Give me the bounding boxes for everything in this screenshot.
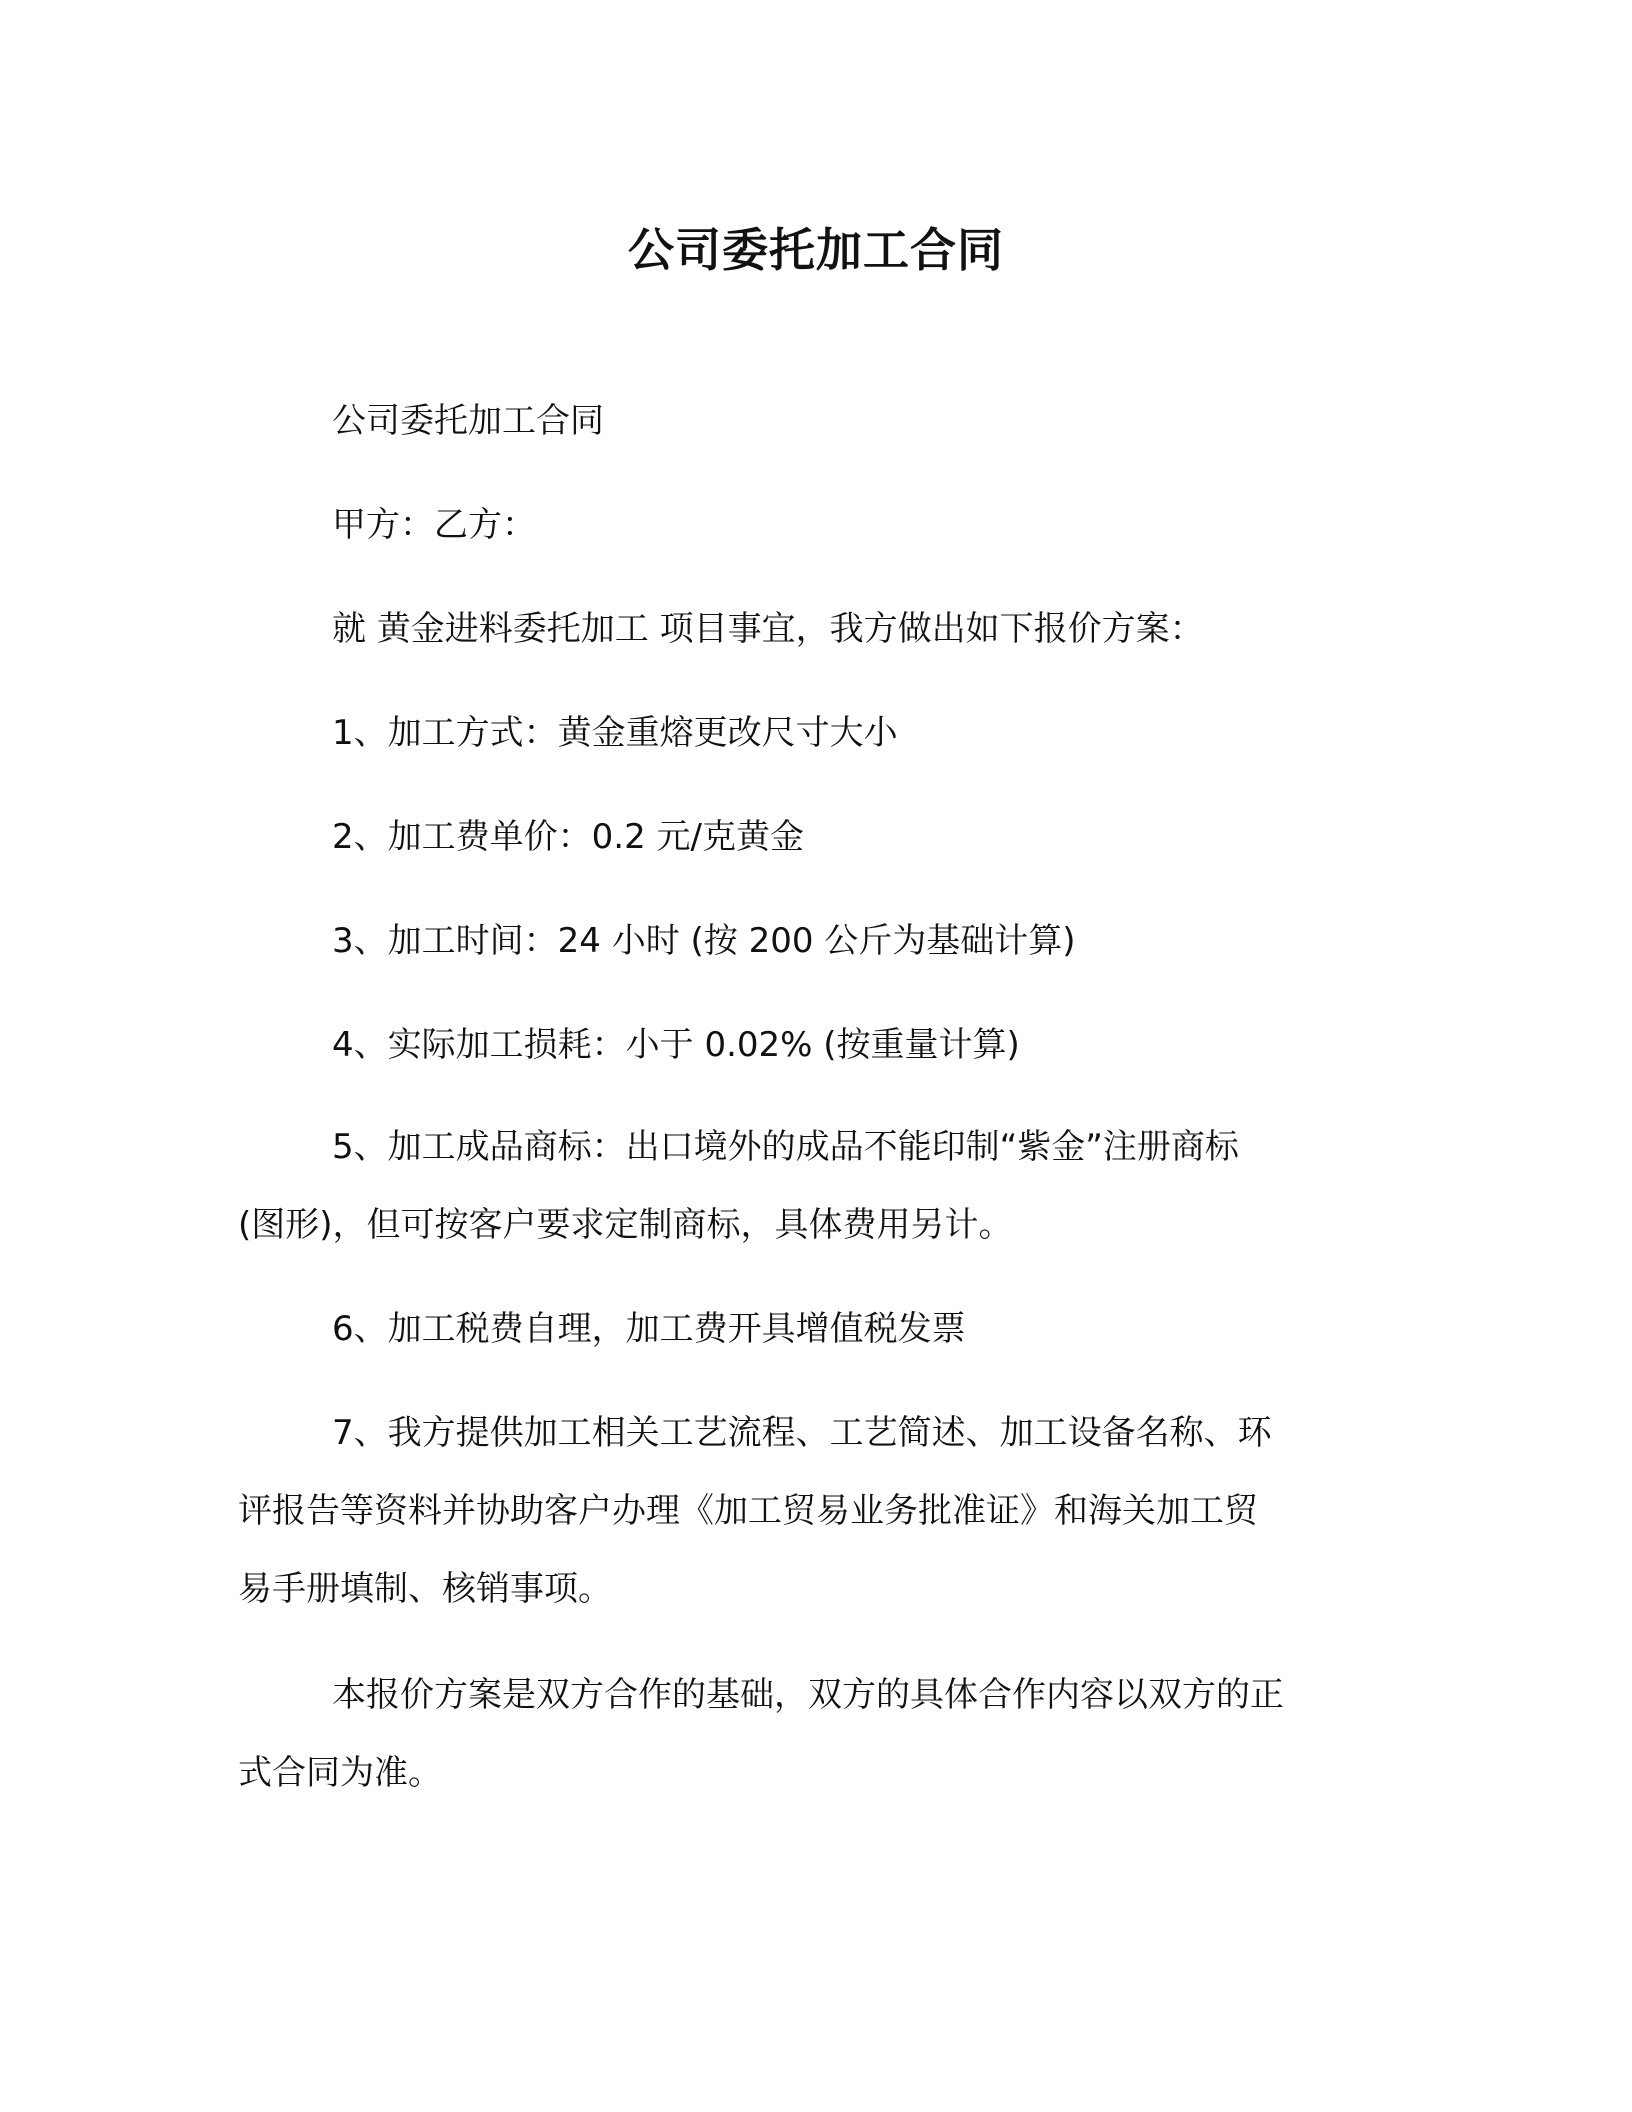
document-title: 公司委托加工合同 (628, 223, 1004, 277)
contract-subtitle: 公司委托加工合同 (332, 401, 604, 441)
closing-line1: 本报价方案是双方合作的基础，双方的具体合作内容以双方的正 (332, 1675, 1284, 1715)
item-trademark-line2: (图形)，但可按客户要求定制商标，具体费用另计。 (238, 1205, 1013, 1245)
item-processing-loss: 4、实际加工损耗：小于 0.02% (按重量计算) (332, 1025, 1020, 1065)
parties-line: 甲方：乙方： (332, 505, 536, 545)
closing-line2: 式合同为准。 (238, 1753, 442, 1793)
item-processing-method: 1、加工方式：黄金重熔更改尺寸大小 (332, 713, 898, 753)
item-processing-time: 3、加工时间：24 小时 (按 200 公斤为基础计算) (332, 921, 1076, 961)
intro-paragraph: 就 黄金进料委托加工 项目事宜，我方做出如下报价方案： (332, 609, 1204, 649)
item-trademark-line1: 5、加工成品商标：出口境外的成品不能印制“紫金”注册商标 (332, 1127, 1239, 1167)
item-tax: 6、加工税费自理，加工费开具增值税发票 (332, 1309, 966, 1349)
item-unit-price: 2、加工费单价：0.2 元/克黄金 (332, 817, 804, 857)
item-support-line3: 易手册填制、核销事项。 (238, 1569, 612, 1609)
item-support-line1: 7、我方提供加工相关工艺流程、工艺简述、加工设备名称、环 (332, 1413, 1272, 1453)
item-support-line2: 评报告等资料并协助客户办理《加工贸易业务批准证》和海关加工贸 (238, 1491, 1258, 1531)
